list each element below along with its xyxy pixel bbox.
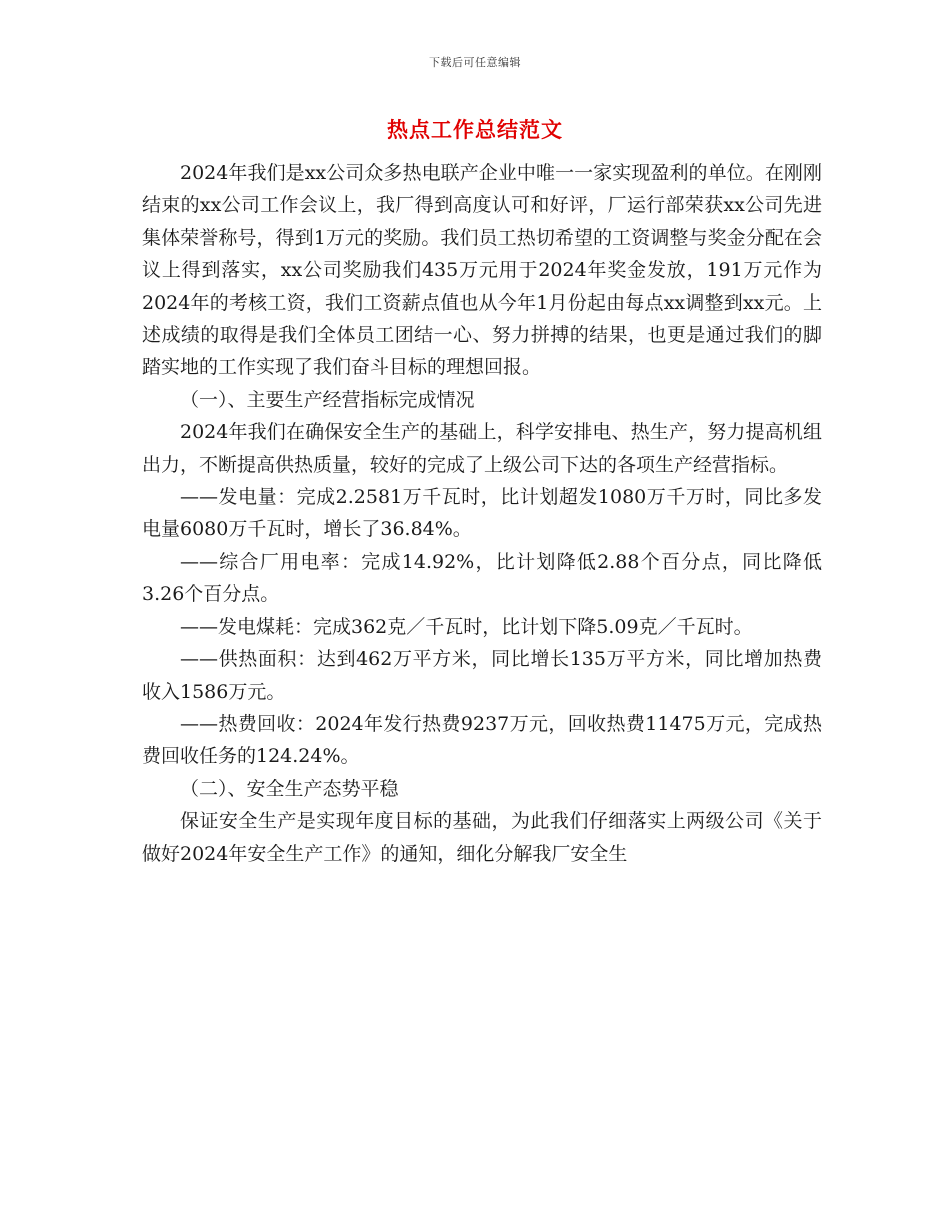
- indicator-coal-consumption: ——发电煤耗：完成362克／千瓦时，比计划下降5.09克／千瓦时。: [180, 615, 753, 638]
- indicator-power-generation: ——发电量：完成2.2581万千瓦时，比计划超发1080万千万时，同比多发电量6080万千瓦时，增长了36.84%。: [142, 486, 822, 541]
- document-title: 热点工作总结范文: [387, 117, 563, 142]
- indicator-heating-fee: ——热费回收：2024年发行热费9237万元，回收热费11475万元，完成热费回收任务的124.24%。: [142, 712, 822, 768]
- document-body: [142, 157, 822, 870]
- section-heading-1: （一）、主要生产经营指标完成情况: [180, 388, 475, 411]
- paragraph-section-2: 保证安全生产是实现年度目标的基础，为此我们仔细落实上两级公司《关于做好2024年安全生产工作》的通知，细化分解我厂安全生: [142, 810, 822, 865]
- paragraph-intro: 2024年我们是xx公司众多热电联产企业中唯一一家实现盈利的单位。在刚刚结束的xx公司工作会议上，我厂得到高度认可和好评，厂运行部荣获xx公司先进集体荣誉称号，得到1万元的奖励。我们员工热切希望的工资调整与奖金分配在会议上得到落实，xx公司奖励我们435万元用于2024年奖金发放，191万元作为2024年的考核工资，我们工资薪点值也从今年1月份起由每点xx调整到xx元。上述成绩的取得是我们全体员工团结一心、努力拼搏的结果，也更是通过我们的脚踏实地的工作实现了我们奋斗目标的理想回报。: [142, 162, 822, 379]
- indicator-heating-area: ——供热面积：达到462万平方米，同比增长135万平方米，同比增加热费收入1586万元。: [142, 648, 822, 703]
- paragraph-section-1: 2024年我们在确保安全生产的基础上，科学安排电、热生产，努力提高机组出力，不断提高供热质量，较好的完成了上级公司下达的各项生产经营指标。: [142, 421, 822, 476]
- section-heading-2: （二）、安全生产态势平稳: [180, 777, 399, 800]
- indicator-plant-power-rate: ——综合厂用电率：完成14.92%，比计划降低2.88个百分点，同比降低3.26个百分点。: [142, 550, 822, 606]
- header-note: 下载后可任意编辑: [429, 56, 521, 69]
